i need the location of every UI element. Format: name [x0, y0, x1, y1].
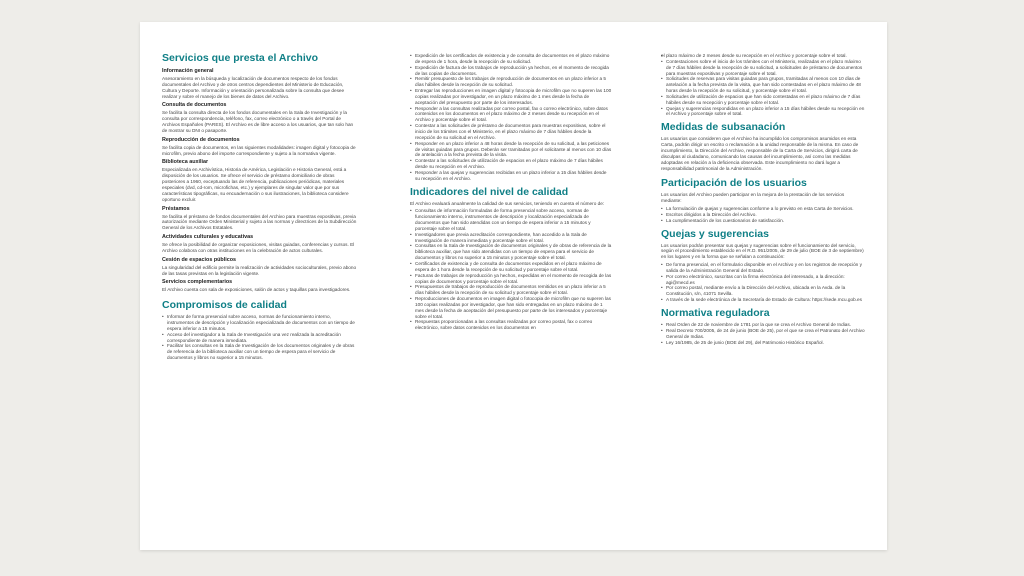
- subheading-consulta: Consulta de documentos: [162, 102, 227, 109]
- list-item: • Reproducciones de documentos en imagen digital o fotocopia de microfilm que no superen las 100 copias realizadas por investigador, que han sido entregadas en un plazo máximo de 1 mes desde la fecha de aceptación del presupuesto por parte de los interesados y porcentaje sobre el total.: [410, 296, 612, 319]
- list-item: • Facturas de trabajos de reproducción ya hechos, expedidas en el momento de recogida de las copias de documentos y porcentaje sobre el total.: [410, 273, 612, 285]
- list-item: • Informar de forma presencial sobre acceso, normas de funcionamiento interno, instrumentos de descripción y localización especializada de documentos con un tiempo de espera inferior a 15 minutos.: [162, 314, 358, 332]
- list-item: • Consultas de información formuladas de forma presencial sobre acceso, normas de funcionamiento interno, instrumentos de descripción y localización especializada de documentos que han sido atendidas con un tiempo de espera inferior a 15 minutos y porcentaje sobre el total.: [410, 208, 612, 231]
- list-item: • Contestar a las solicitudes de préstamo de documentos para muestras expositivas, sobre el inicio de los trámites con el Ministerio, en el plazo máximo de 7 días hábiles desde la recepción de su solicitud en el Archivo.: [410, 123, 612, 141]
- subheading-prestamos: Préstamos: [162, 205, 190, 212]
- list-item: • el plazo máximo de 2 meses desde su recepción en el Archivo y porcentaje sobre el total.: [661, 53, 865, 59]
- section-title-participacion: Participación de los usuarios: [661, 177, 807, 190]
- list-item: • Certificados de existencia y de consulta de documentos expedidos en el plazo máximo de espera de 1 hora desde la recepción de su solicitud y porcentaje sobre el total.: [410, 261, 612, 273]
- list-item: • A través de la sede electrónica de la Secretaría de Estado de Cultura: https://sede.mcu.gob.es: [661, 297, 865, 303]
- paragraph-prestamos: Se facilita el préstamo de fondos documentales del Archivo para muestras expositivas, previa autorización mediante Orden Ministerial y sujeto a las normas y directrices de la Subdirección General de los Archivos Estatales.: [162, 213, 357, 231]
- subheading-complementarios: Servicios complementarios: [162, 279, 233, 286]
- list-item: • Solicitudes de reservas para visitas guiadas para grupos, tramitadas al menos con 10 días de antelación a la fecha prevista de la visita, que han sido contestadas en el plazo máximo de 48 horas desde la recepción de su solicitud, y porcentaje sobre el total.: [661, 76, 865, 94]
- paragraph-biblioteca: Especializada en Archivística, Historia de América, Legislación e Historia General, está a disposición de los usuarios. Se ofrece el servicio de préstamo domiciliario de obras posteriores a 1960, exceptuando las de referencia, publicaciones periódicas, materiales especiales (dvd, cd-rom, microfichas, etc.) y ejemplares de singular valor que por sus características tipográficas, su encuadernación o sus ilustraciones, la biblioteca considere oportuno excluir.: [162, 167, 349, 202]
- paragraph-info-general: Asesoramiento en la búsqueda y localización de documentos respecto de los fondos documentales del Archivo y de otros centros dependientes del Ministerio de Educación, Cultura y Deporte. Información y orientación personalizada sobre la consulta que desee realizar y sobre el manejo de los bienes de datos del Archivo.: [162, 76, 345, 99]
- list-item: • Expedición de factura de los trabajos de reproducción ya hechos, en el momento de recogida de las copias de documentos.: [410, 65, 612, 77]
- section-title-normativa: Normativa reguladora: [661, 307, 770, 319]
- list-item: • Ley 16/1985, de 25 de junio (BOE del 29), del Patrimonio Histórico Español.: [661, 340, 865, 346]
- section-title-subsanacion: Medidas de subsanación: [661, 121, 786, 134]
- paragraph-actividades: Se ofrece la posibilidad de organizar exposiciones, visitas guiadas, conferencias y cursos. El Archivo colabora con otras instituciones en la celebración de actos culturales.: [162, 242, 355, 253]
- list-item: • Remitir presupuesto de los trabajos de reproducción de documentos en un plazo inferior a 5 días hábiles desde la recepción de su solicitud.: [410, 76, 612, 88]
- list-item: • Entregar las reproducciones en imagen digital y fotocopia de microfilm que no superen las 100 copias realizadas por investigador, en un plazo máximo de 1 mes desde la fecha de aceptación del presupuesto por parte de los interesados.: [410, 88, 612, 106]
- column-right: [661, 22, 865, 550]
- section-title-compromisos: Compromisos de calidad: [162, 299, 287, 312]
- subheading-biblioteca: Biblioteca auxiliar: [162, 159, 209, 166]
- subheading-reproduccion: Reproducción de documentos: [162, 136, 240, 143]
- subheading-actividades: Actividades culturales y educativas: [162, 234, 254, 241]
- list-item: • Consultas en la Sala de Investigación de documentos originales y de obras de referencia de la biblioteca auxiliar, que han sido atendidas con un tiempo de espera para el servicio de documentos y libros no superior a 15 minutos y porcentaje sobre el total.: [410, 243, 612, 261]
- paragraph-consulta: Se facilita la consulta directa de los fondos documentales en la Sala de Investigación y la consulta por correspondencia, teléfono, fax, correo electrónico o a través del Portal de Archivos Españoles (PARES). El Archivo es de libre acceso a los usuarios, que tan solo han de mostrar su DNI o pasaporte.: [162, 110, 354, 133]
- list-item: • De forma presencial, en el formulario disponible en el Archivo y en los registros de recepción y salida de la Administración General del Estado.: [661, 262, 865, 274]
- column-left: [162, 22, 358, 550]
- paragraph-reproduccion: Se facilita copia de documentos, en las siguientes modalidades: imagen digital y fotocopia de microfilm, previo abono del importe correspondiente y sujeto a la normativa vigente.: [162, 144, 356, 156]
- list-item: • Quejas y sugerencias respondidas en un plazo inferior a 15 días hábiles desde su recepción en el Archivo y porcentaje sobre el total.: [661, 106, 865, 118]
- list-item: • Acceso del investigador a la Sala de Investigación una vez realizada la acreditación correspondiente de manera inmediata.: [162, 332, 358, 344]
- list-item: • Investigadores que previa acreditación correspondiente, han accedido a la Sala de Investigación de manera inmediata y porcentaje sobre el total.: [410, 232, 612, 244]
- section-title-quejas: Quejas y sugerencias: [661, 227, 769, 240]
- list-item: • Real Orden de 22 de noviembre de 1781 por la que se crea el Archivo General de Indias.: [661, 322, 865, 328]
- subheading-info-general: Información general: [162, 68, 214, 74]
- list-item: • Responder en un plazo inferior a 48 horas desde la recepción de su solicitud, a las peticiones de visitas guiadas para grupos. Deberán ser tramitadas por el solicitante al menos con 10 días de antelación a la fecha prevista de la visita.: [410, 141, 612, 159]
- column-middle: [410, 22, 612, 550]
- list-item: • Por correo electrónico, suscritas con la firma electrónica del interesado, a la dirección: agi@mecd.es: [661, 274, 865, 286]
- list-item: • La cumplimentación de los cuestionarios de satisfacción.: [661, 218, 865, 224]
- paragraph-cesion: La singularidad del edificio permite la realización de actividades socioculturales, previo abono de las tasas previstas en la legislación vigente.: [162, 264, 357, 276]
- brochure-page: [140, 22, 887, 550]
- list-item: • Facilitar los consultas en la Sala de Investigación de los documentos originales y de obras de referencia de la biblioteca auxiliar con un tiempo de espera para el servicio de documentos y libros no superior a 15 minutos.: [162, 343, 358, 361]
- list-item: • Responder a las consultas realizadas por correo postal, fax o correo electrónico, sobre datos contenidos en los documentos en el plazo máximo de 2 meses desde su recepción en el Archivo y porcentaje sobre el total.: [410, 106, 612, 124]
- list-item: • Contestar a las solicitudes de utilización de espacios en el plazo máximo de 7 días hábiles desde su recepción en el Archivo.: [410, 158, 612, 170]
- list-item: • Contestaciones sobre el inicio de los trámites con el Ministerio, realizadas en el plazo máximo de 7 días hábiles desde la recepción de su solicitud, a solicitudes de préstamo de documentos para muestras expositivas y porcentaje sobre el total.: [661, 59, 865, 77]
- list-item: • La formulación de quejas y sugerencias conforme a lo previsto en esta Carta de Servicios.: [661, 206, 865, 212]
- list-item: • Responder a las quejas y sugerencias recibidas en un plazo inferior a 15 días hábiles desde su recepción en el Archivo.: [410, 170, 612, 182]
- list-item: • Respuestas proporcionadas a las consultas realizadas por correo postal, fax o correo electrónico, sobre datos contenidos en los documentos en: [410, 319, 612, 331]
- list-item: • Por correo postal, mediante envío a la Dirección del Archivo, ubicada en la Avda. de la Constitución, s/n, 41071 Sevilla.: [661, 285, 865, 297]
- list-item: • Solicitudes de utilización de espacios que han sido contestadas en el plazo máximo de 7 días hábiles desde su recepción y porcentaje sobre el total.: [661, 94, 865, 106]
- paragraph-quejas: Los usuarios podrán presentar sus quejas y sugerencias sobre el funcionamiento del servicio, según el procedimiento establecido en el R.D. 951/2005, de 29 de julio (BOE de 3 de septiembre) en los lugares y en la forma que se señalan a continuación:: [661, 242, 864, 260]
- list-item: • Real Decreto 700/2005, de 24 de junio (BOE de 25), por el que se crea el Patronato del Archivo General de Indias.: [661, 328, 865, 340]
- subheading-cesion: Cesión de espacios públicos: [162, 256, 236, 263]
- list-item: • Presupuestos de trabajos de reproducción de documentos remitidos en un plazo inferior a 5 días hábiles desde la recepción de su solicitud y porcentaje sobre el total.: [410, 284, 612, 296]
- paragraph-complementarios: El Archivo cuenta con sala de exposiciones, salón de actos y taquillas para investigadores.: [162, 287, 351, 293]
- section-title-indicadores: Indicadores del nivel de calidad: [410, 185, 569, 198]
- list-item: • Escritos dirigidos a la Dirección del Archivo.: [661, 212, 865, 218]
- list-item: • Expedición de los certificados de existencia y de consulta de documentos en el plazo máximo de espera de 1 hora, desde la recepción de su solicitud.: [410, 53, 612, 65]
- paragraph-subsanacion: Los usuarios que consideren que el Archivo ha incumplido los compromisos asumidos en esta Carta, podrán dirigir un escrito o reclamación a la unidad responsable de la misma. En caso de incumplimiento, la Dirección del Archivo, responsable de la Carta de Servicios, dirigirá carta de disculpas al ciudadano, comunicando las causas del incumplimiento, así como las medidas adoptadas en relación a la deficiencia observada. Este incumplimiento no dará lugar a responsabilidad patrimonial de la Administración.: [661, 136, 859, 171]
- paragraph-indicadores-intro: El Archivo evaluará anualmente la calidad de sus servicios, teniendo en cuenta el número de:: [410, 200, 605, 206]
- paragraph-participacion: Los usuarios del Archivo pueden participar en la mejora de la prestación de los servicios mediante:: [661, 192, 845, 204]
- section-title-services: Servicios que presta el Archivo: [162, 52, 319, 64]
